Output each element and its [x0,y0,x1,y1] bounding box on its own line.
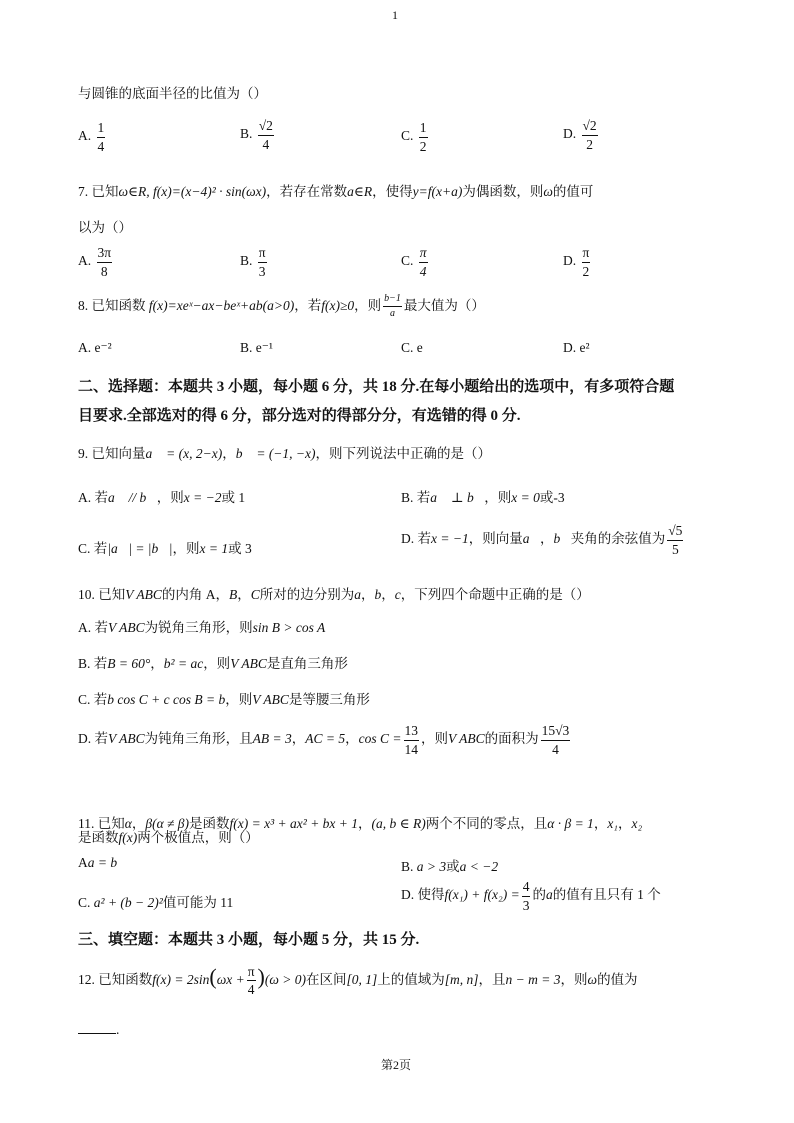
q10-text-c: ， [237,587,251,602]
q7-math-function: ω∈R, f(x)=(x−4)² · sin(ωx) [118,184,267,199]
q6-d-frac [582,119,598,151]
q10-c-text2: ，则 [225,692,253,707]
q12-answer-blank[interactable] [78,1022,119,1038]
q11-math-alpha: α [124,816,132,831]
q11-text-l2b: 两个极值点，则（） [137,830,259,845]
q8-b-label: B. [240,340,253,355]
q11-math-x2: x₂ [631,816,643,831]
q10-d-text4: ， [345,731,359,747]
q6-c-num: 1 [419,121,428,138]
q8-text-c: ，则 [354,298,382,313]
q10-text-b: 的内角 A， [161,587,230,602]
q9-c-math: |a⃗| = |b⃗| [107,541,173,556]
q6-option-a[interactable] [78,121,107,153]
q9-b-text1: B. 若 [401,490,431,505]
page-number: 1 [392,8,398,22]
q10-angle-b: B [229,587,238,602]
q10-d-area-frac [541,724,571,756]
q6-option-b[interactable] [240,119,276,151]
section-3-heading: 三、填空题：本题共 3 小题，每小题 5 分，共 15 分. [78,932,420,948]
q11-a-label: A [78,855,88,870]
q10-a-math: sin B > cos A [252,620,326,635]
q12-frac [247,965,256,997]
q8-d-value: e² [579,340,590,355]
section-2-heading-line1: 二、选择题：本题共 3 小题，每小题 6 分，共 18 分.在每小题给出的选项中，有多项符合题 [78,379,675,395]
q7-c-frac [419,246,428,278]
q10-option-b[interactable] [78,652,348,672]
q9-d-vector-a: a⃗ [522,531,540,547]
q10-a-text2: 为锐角三角形，则 [144,620,253,635]
q6-c-den: 2 [419,138,427,154]
q8-text-a: 8. 已知函数 [78,298,146,313]
q12-text-b: 在区间 [306,972,347,987]
q7-math-y: y=f(x+a) [412,184,463,199]
q9-b-text3: 或-3 [539,490,565,505]
q9-d-den: 5 [671,541,679,557]
q11-text-l2a: 是函数 [78,830,119,845]
q11-text-d: ， [358,816,372,831]
q10-d-cos-frac [404,724,420,756]
q11-text-c: 是函数 [189,816,230,831]
q11-option-c[interactable] [78,891,233,911]
q9-option-d[interactable] [401,524,685,556]
q7-text-a: 7. 已知 [78,184,119,199]
q7-a-den: 8 [100,263,108,279]
q12-math-arg: ωx + [216,972,245,987]
q7-d-num: π [582,246,591,263]
q9-line [78,442,491,462]
q8-option-b[interactable] [240,340,273,356]
q10-text-g: ，下列四个命题中正确的是（） [400,587,590,602]
q7-option-d[interactable] [563,246,592,278]
q10-d-area-den: 4 [552,741,559,757]
q10-d-math-ac: AC = 5 [305,731,346,747]
q11-d-frac [522,880,531,912]
q9-text-c: ，则下列说法中正确的是（） [315,446,492,461]
q12-math-range: [m, n] [444,972,479,987]
q10-d-triangle: V ABC [108,731,145,747]
q7-b-num: π [258,246,267,263]
q7-text-b: ，若存在常数 [266,184,348,199]
q7-d-frac [582,246,591,278]
q9-d-text3: ， [539,531,554,547]
q6-b-label: B. [240,126,253,142]
q9-d-math: x = −1 [431,531,469,547]
q7-math-omega: ω [543,184,553,199]
answer-blank-line[interactable] [78,1033,116,1034]
page-footer: 第2页 [381,1058,412,1072]
q11-b-math1: a > 3 [416,859,447,874]
q7-d-label: D. [563,253,577,269]
q11-d-num: 4 [522,880,531,897]
q9-option-b[interactable] [401,486,565,506]
q12-math-diff: n − m = 3 [505,972,561,987]
q7-option-c[interactable] [401,246,430,278]
q9-b-math: a⃗ ⊥ b⃗ [430,490,485,505]
q7-c-num: π [419,246,428,263]
q9-text-b: ， [222,446,236,461]
q10-d-text2: 为钝角三角形，且 [144,731,253,747]
q9-option-a[interactable] [78,486,245,506]
q9-a-value: x = −2 [183,490,222,505]
q9-b-value: x = 0 [511,490,540,505]
q7-line2: 以为（） [78,220,132,235]
q11-d-text1: D. 使得 [401,887,445,903]
q9-option-c[interactable] [78,537,252,557]
q10-side-a: a [354,587,362,602]
q9-text-a: 9. 已知向量 [78,446,146,461]
q7-c-label: C. [401,253,414,269]
q12-frac-den: 4 [247,982,255,998]
q7-b-frac [258,246,267,278]
q10-text-d: 所对的边分别为 [259,587,355,602]
q10-d-triangle2: V ABC [448,731,485,747]
q6-b-num: √2 [258,119,274,136]
q6-a-label: A. [78,128,92,144]
q10-c-triangle: V ABC [252,692,289,707]
q6-d-label: D. [563,126,577,142]
q8-frac-num: b−1 [383,294,402,307]
q9-c-value: x = 1 [199,541,229,556]
q12-text-d: ，且 [478,972,506,987]
q6-b-den: 4 [262,136,270,152]
q10-option-d[interactable] [78,724,572,756]
q8-option-c[interactable] [401,340,423,356]
q10-d-text1: D. 若 [78,731,108,747]
q6-d-num: √2 [582,119,598,136]
q11-math-beta: β(α ≠ β) [145,816,190,831]
q11-math-product: α · β = 1 [547,816,594,831]
q6-a-frac [97,121,106,153]
q8-a-label: A. [78,340,92,355]
q10-d-text3: ， [291,731,306,747]
q9-math-b: b⃗ = (−1, −x) [235,446,316,461]
q11-text-f: ， [593,816,608,831]
q9-a-text3: 或 1 [221,490,246,505]
q9-a-math: a⃗ // b⃗ [108,490,157,505]
q11-text-g: ， [618,816,632,831]
q7-c-den: 4 [419,263,427,279]
q10-a-text1: A. 若 [78,620,108,635]
q9-c-text1: C. 若 [78,541,108,556]
q10-d-text5: ，则 [421,731,448,747]
q9-d-text1: D. 若 [401,531,431,547]
q10-b-text4: 是直角三角形 [266,656,348,671]
q8-c-value: e [416,340,423,355]
q8-line [78,294,485,319]
q12-text-a: 12. 已知函数 [78,972,153,987]
q11-d-text3: 的值有且只有 1 个 [552,887,661,903]
q7-math-a: a∈R [347,184,373,199]
q11-text-b: ， [131,816,146,831]
q11-d-text2: 的 [532,887,546,903]
q10-option-c[interactable] [78,688,370,708]
q11-option-d[interactable] [401,880,661,912]
q10-b-text3: ，则 [203,656,231,671]
q12-text-e: ，则 [560,972,588,987]
q6-c-label: C. [401,128,414,144]
q9-d-num: √5 [667,524,683,541]
q12-left-paren: ( [209,964,217,989]
q12-period: . [116,1022,120,1037]
q10-text-a: 10. 已知 [78,587,126,602]
q10-text-f: ， [381,587,395,602]
q10-a-triangle: V ABC [108,620,145,635]
q8-option-d[interactable] [563,340,590,356]
q11-a-math: a = b [87,855,118,870]
q10-side-c: c [394,587,401,602]
q11-math-ab: (a, b ∈ R) [371,816,426,831]
q8-c-label: C. [401,340,414,355]
q11-text-a: 11. 已知 [78,816,125,831]
q12-text-f: 的值为 [597,972,638,987]
q6-b-frac [258,119,274,151]
q6-text: 与圆锥的底面半径的比值为（） [78,86,267,101]
q8-b-value: e⁻¹ [255,340,273,355]
q10-b-math2: b² = ac [163,656,204,671]
q6-option-c[interactable] [401,121,430,153]
q7-b-label: B. [240,253,253,269]
q8-math-function: f(x)=xeˣ−ax−beˣ+ab(a>0) [148,298,295,313]
q7-text-c: ，使得 [372,184,413,199]
q10-b-text2: ， [150,656,164,671]
q9-a-text1: A. 若 [78,490,108,505]
q11-math-x1: x₁ [607,816,618,831]
q8-option-a[interactable] [78,340,112,356]
q6-c-frac [419,121,428,153]
q8-text-b: ，若 [294,298,322,313]
q10-c-text3: 是等腰三角形 [288,692,370,707]
q9-b-text2: ，则 [484,490,512,505]
q6-a-den: 4 [97,138,105,154]
q8-frac-den: a [390,308,396,320]
q11-d-var-a: a [545,887,553,903]
q11-c-label: C. [78,895,91,910]
q8-a-value: e⁻² [94,340,112,355]
q10-b-triangle: V ABC [230,656,267,671]
q10-option-a[interactable] [78,616,325,636]
q10-c-math: b cos C + c cos B = b [107,692,226,707]
q12-frac-num: π [247,965,256,982]
q9-d-text2: ，则向量 [468,531,523,547]
q7-a-num: 3π [97,246,113,263]
q8-d-label: D. [563,340,577,355]
q12-math-omega: ω [587,972,598,987]
q9-c-text3: 或 3 [228,541,252,556]
q7-line1 [78,180,593,200]
q11-b-text: 或 [446,859,460,874]
q11-extremum-line [78,826,259,846]
q9-a-text2: ，则 [156,490,184,505]
q11-option-b[interactable] [401,855,498,875]
q7-text-d: 为偶函数，则 [462,184,544,199]
q9-d-text4: 夹角的余弦值为 [570,531,666,547]
q7-a-frac [97,246,113,278]
q8-frac [383,294,402,319]
q10-triangle: V ABC [125,587,162,602]
q11-text-e: 两个不同的零点，且 [425,816,548,831]
q10-line [78,583,590,603]
q11-c-math: a² + (b − 2)² [93,895,163,910]
q10-d-cos-num: 13 [404,724,420,741]
q9-d-frac [667,524,683,556]
q10-d-cos-den: 14 [404,741,418,757]
q7-b-den: 3 [258,263,266,279]
q10-d-text6: 的面积为 [484,731,539,747]
q11-math-function: f(x) = x³ + ax² + bx + 1 [229,816,359,831]
q10-d-math-cos: cos C = [358,731,402,747]
q12-right-paren: ) [257,964,265,989]
q10-d-math-ab: AB = 3 [252,731,292,747]
q8-text-d: 最大值为（） [403,298,485,313]
q7-text-e: 的值可 [552,184,594,199]
q10-c-text1: C. 若 [78,692,108,707]
q12-math-interval: [0, 1] [346,972,378,987]
q9-d-vector-b: b⃗ [553,531,571,547]
q6-d-den: 2 [586,136,593,152]
q9-math-a: a⃗ = (x, 2−x) [145,446,223,461]
q6-a-num: 1 [97,121,106,138]
q10-text-e: ， [361,587,375,602]
q11-d-math: f(x₁) + f(x₂) = [444,887,520,903]
q12-line [78,964,638,997]
q7-d-den: 2 [582,263,590,279]
q6-option-d[interactable] [563,119,600,151]
q9-c-text2: ，则 [172,541,200,556]
q11-math-fx: f(x) [118,830,138,845]
q10-d-area-num: 15√3 [541,724,571,741]
q11-c-text: 值可能为 11 [162,895,234,910]
q10-b-text1: B. 若 [78,656,108,671]
q7-option-b[interactable] [240,246,269,278]
q12-math-f: f(x) = 2sin [152,972,210,987]
q8-math-condition: f(x)≥0 [321,298,355,313]
q10-angle-c: C [250,587,260,602]
q7-option-a[interactable] [78,246,114,278]
q7-a-label: A. [78,253,92,269]
q11-d-den: 3 [522,897,530,913]
section-2-heading-line2: 目要求.全部选对的得 6 分，部分选对的得部分分，有选错的得 0 分. [78,408,521,424]
q11-b-label: B. [401,859,414,874]
q12-math-omega-cond: (ω > 0) [264,972,306,987]
q12-text-c: 上的值域为 [377,972,445,987]
q10-b-math1: B = 60° [107,656,151,671]
q10-side-b: b [374,587,382,602]
q11-option-a[interactable] [78,855,117,871]
q11-b-math2: a < −2 [459,859,499,874]
